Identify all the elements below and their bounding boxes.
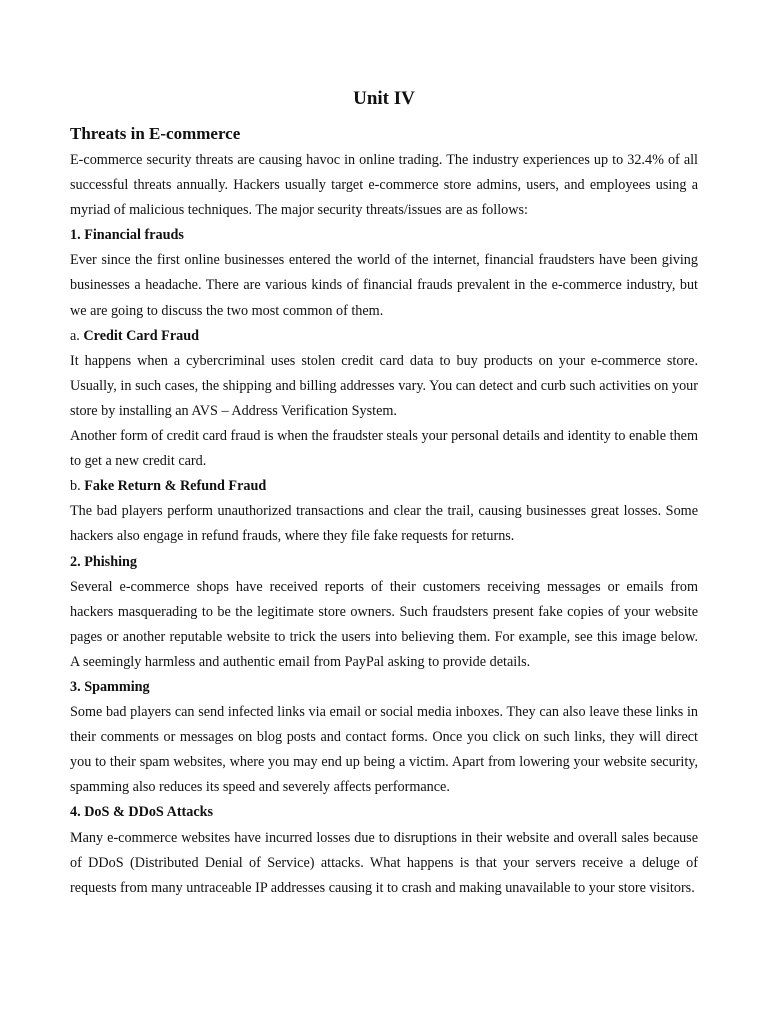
section-title: Threats in E-commerce <box>70 124 241 143</box>
dos-heading-text: 4. DoS & DDoS Attacks <box>70 804 214 821</box>
credit-card-fraud-heading <box>70 324 698 349</box>
financial-frauds-paragraph: Ever since the first online businesses entered the world of the internet, financial fraudsters have been giving businesses a headache. There are various kinds of financial frauds prevalent in the e-commerce industry, but we are going to discuss the two most common of them. <box>70 252 698 319</box>
spamming-heading-text: 3. Spamming <box>70 678 150 695</box>
refund-fraud-heading <box>70 474 698 499</box>
intro-paragraph: E-commerce security threats are causing havoc in online trading. The industry experiences up to 32.4% of all successful threats annually. Hackers usually target e-commerce store admins, users, and employees using a myriad of malicious techniques. The major security threats/issues are as follows: <box>70 152 698 219</box>
refund-fraud-prefix: b. <box>70 478 81 495</box>
credit-card-fraud-paragraph-2: Another form of credit card fraud is when the fraudster steals your personal details and identity to enable them to get a new credit card. <box>70 428 698 470</box>
spamming-paragraph: Some bad players can send infected links via email or social media inboxes. They can also leave these links in their comments or messages on blog posts and contact forms. Once you click on such links, they will direct you to their spam websites, where you may end up being a victim. Apart from lowering your website security, spamming also reduces its speed and severely affects performance. <box>70 704 698 796</box>
financial-frauds-heading <box>70 223 698 248</box>
dos-heading <box>70 800 698 825</box>
phishing-heading-text: 2. Phishing <box>70 553 138 570</box>
financial-frauds-heading-text: 1. Financial frauds <box>70 227 184 244</box>
refund-fraud-heading-text: Fake Return & Refund Fraud <box>84 478 267 495</box>
phishing-paragraph: Several e-commerce shops have received reports of their customers receiving messages or emails from hackers masquerading to be the legitimate store owners. Such fraudsters present fake copies of your website pages or another reputable website to trick the users into believing them. For example, see this image below. A seemingly harmless and authentic email from PayPal asking to provide details. <box>70 578 698 670</box>
credit-card-fraud-paragraph-1: It happens when a cybercriminal uses stolen credit card data to buy products on your e-commerce store. Usually, in such cases, the shipping and billing addresses vary. You can detect and curb such activities on your store by installing an AVS – Address Verification System. <box>70 352 698 419</box>
document-page <box>70 86 698 901</box>
dos-paragraph: Many e-commerce websites have incurred losses due to disruptions in their website and overall sales because of DDoS (Distributed Denial of Service) attacks. What happens is that your servers receive a deluge of requests from many untraceable IP addresses causing it to crash and making unavailable to your store visitors. <box>70 829 698 896</box>
spamming-heading <box>70 675 698 700</box>
refund-fraud-paragraph: The bad players perform unauthorized transactions and clear the trail, causing businesses great losses. Some hackers also engage in refund frauds, where they file fake requests for returns. <box>70 503 698 545</box>
phishing-heading <box>70 550 698 575</box>
unit-title: Unit IV <box>353 88 415 109</box>
credit-card-fraud-heading-text: Credit Card Fraud <box>83 327 200 344</box>
credit-card-fraud-prefix: a. <box>70 327 80 344</box>
